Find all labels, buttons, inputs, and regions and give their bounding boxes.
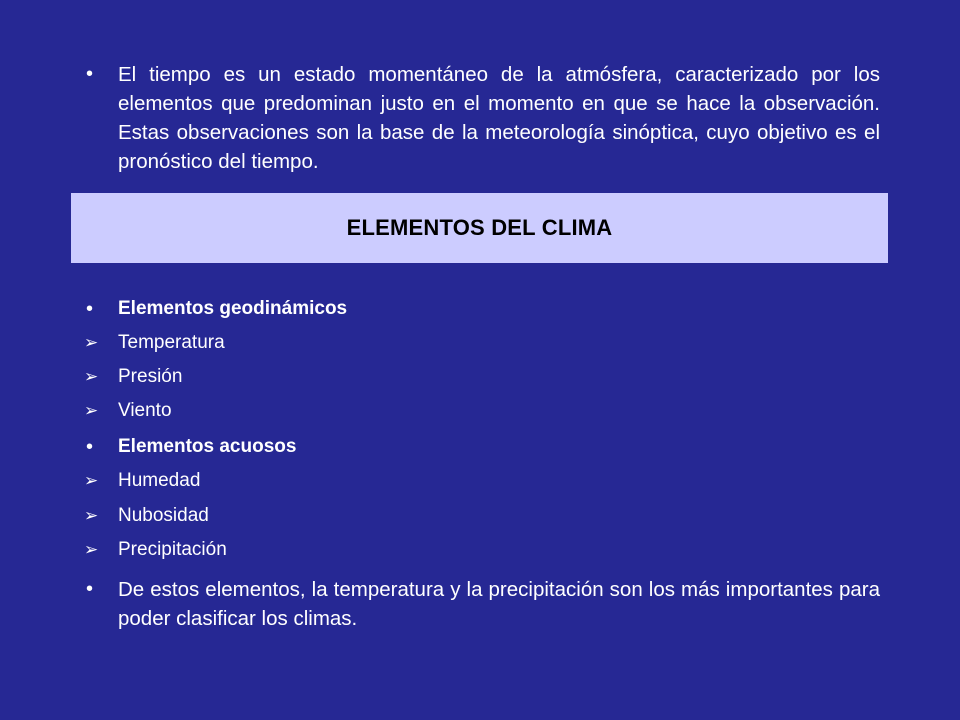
intro-paragraph: El tiempo es un estado momentáneo de la atmósfera, caracterizado por los elementos que predominan justo en el momento en que se hace la observación. Estas observaciones son la base de la meteorología sinóptica, cuyo objetivo es el pronóstico del tiempo. [118,63,880,173]
list-item-temperatura: Temperatura [118,332,225,353]
arrow-bullet-icon: ➢ [84,471,99,490]
arrow-bullet-icon: ➢ [84,540,99,559]
arrow-bullet-icon: ➢ [84,506,99,525]
arrow-bullet-icon: ➢ [84,401,99,420]
list-heading-acuosos: Elementos acuosos [118,436,297,457]
section-banner [71,193,888,263]
list-item-precipitacion: Precipitación [118,539,227,560]
arrow-bullet-icon: ➢ [84,367,99,386]
list-bullet: • [86,436,94,458]
list-item-humedad: Humedad [118,470,201,491]
outro-bullet: • [86,578,94,600]
arrow-bullet-icon: ➢ [84,333,99,352]
list-bullet: • [86,298,94,320]
list-item-viento: Viento [118,400,172,421]
section-title: ELEMENTOS DEL CLIMA [346,215,613,240]
outro-paragraph: De estos elementos, la temperatura y la precipitación son los más importantes para poder clasificar los climas. [118,578,880,630]
list-item-presion: Presión [118,366,183,387]
list-item-nubosidad: Nubosidad [118,505,209,526]
intro-bullet: • [86,63,94,85]
list-heading-geodinamicos: Elementos geodinámicos [118,298,348,319]
